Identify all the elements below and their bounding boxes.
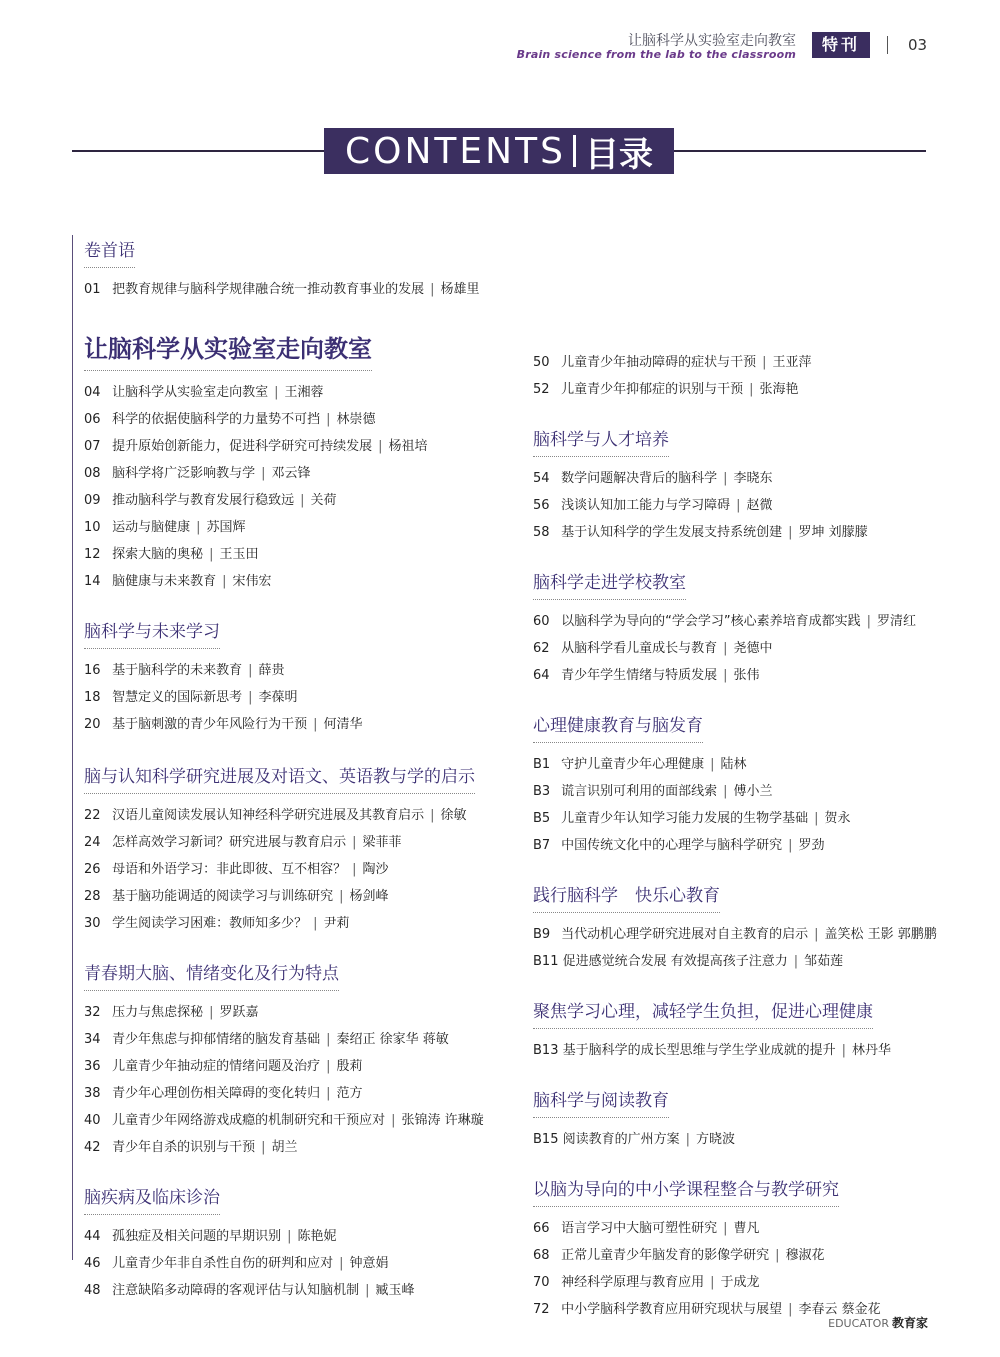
- toc-entry[interactable]: [533, 519, 963, 546]
- toc-entry-separator: |: [710, 1275, 715, 1290]
- toc-entry-title: 压力与焦虑探秘: [112, 1005, 204, 1020]
- toc-entry[interactable]: [533, 1242, 963, 1269]
- toc-entry[interactable]: [533, 1126, 963, 1153]
- toc-section: [84, 329, 504, 595]
- toc-entry[interactable]: [84, 1080, 504, 1107]
- toc-entry[interactable]: [84, 711, 504, 738]
- toc-entry-author: 李葆明: [258, 690, 298, 705]
- toc-section-heading: 聚焦学习心理，减轻学生负担，促进心理健康: [533, 997, 873, 1029]
- toc-section-heading: 脑科学与人才培养: [533, 425, 669, 457]
- toc-entry[interactable]: [84, 1107, 504, 1134]
- toc-entry-page: B7: [533, 838, 551, 853]
- toc-entry-page: 36: [84, 1059, 101, 1074]
- toc-entry-separator: |: [430, 808, 435, 823]
- toc-entry-page: 10: [84, 520, 101, 535]
- toc-entry-separator: |: [723, 1221, 728, 1236]
- contents-title-en: CONTENTS: [345, 130, 566, 172]
- toc-entry-author: 罗劲: [798, 838, 825, 853]
- toc-entry[interactable]: [84, 460, 504, 487]
- toc-entry-author: 臧玉峰: [375, 1283, 415, 1298]
- toc-entry[interactable]: [84, 1223, 504, 1250]
- contents-title-box: [324, 128, 674, 174]
- toc-entry-separator: |: [261, 466, 266, 481]
- toc-entry-author: 林丹华: [852, 1043, 892, 1058]
- toc-entry-page: 18: [84, 690, 101, 705]
- toc-entry-author: 李春云 蔡金花: [798, 1302, 881, 1317]
- toc-entry-separator: |: [339, 889, 344, 904]
- toc-entry-title: 让脑科学从实验室走向教室: [112, 385, 269, 400]
- toc-entry-title: 神经科学原理与教育应用: [561, 1275, 705, 1290]
- toc-entry-author: 杨雄里: [440, 282, 480, 297]
- footer-brand-en: EDUCATOR: [828, 1317, 889, 1330]
- toc-entry-author: 陶沙: [362, 862, 389, 877]
- toc-entry[interactable]: [84, 1053, 504, 1080]
- toc-entry-page: 26: [84, 862, 101, 877]
- toc-entry-author: 赵微: [746, 498, 773, 513]
- toc-entry-author: 林崇德: [336, 412, 376, 427]
- toc-entry-title: 儿童青少年抽动障碍的症状与干预: [561, 355, 757, 370]
- toc-entry-page: 60: [533, 614, 550, 629]
- footer-brand: [828, 1314, 928, 1331]
- toc-entry-author: 穆淑花: [785, 1248, 825, 1263]
- toc-entry-page: 07: [84, 439, 101, 454]
- toc-entry-separator: |: [749, 382, 754, 397]
- toc-entry-page: B9: [533, 927, 551, 942]
- toc-entry-separator: |: [788, 1302, 793, 1317]
- toc-entry-page: 68: [533, 1248, 550, 1263]
- toc-entry[interactable]: [533, 662, 963, 689]
- toc-entry-title: 儿童青少年抑郁症的识别与干预: [561, 382, 744, 397]
- toc-entry-author: 贺永: [824, 811, 851, 826]
- toc-entry-separator: |: [209, 547, 214, 562]
- toc-entry-title: 从脑科学看儿童成长与教育: [561, 641, 718, 656]
- toc-entry-author: 宋伟宏: [232, 574, 272, 589]
- toc-entry-page: 40: [84, 1113, 101, 1128]
- toc-entry-author: 杨祖培: [388, 439, 428, 454]
- toc-entry-page: 62: [533, 641, 550, 656]
- toc-section-heading: 脑科学与阅读教育: [533, 1086, 669, 1118]
- toc-entry[interactable]: [84, 568, 504, 595]
- toc-entry[interactable]: [533, 805, 963, 832]
- toc-entry-title: 青少年心理创伤相关障碍的变化转归: [112, 1086, 321, 1101]
- toc-entry-page: 24: [84, 835, 101, 850]
- toc-right-column: [533, 349, 963, 1323]
- toc-entry-author: 罗坤 刘朦朦: [798, 525, 868, 540]
- toc-entry-separator: |: [339, 1256, 344, 1271]
- toc-entry-title: 青少年焦虑与抑郁情绪的脑发育基础: [112, 1032, 321, 1047]
- toc-entry-author: 秦绍正 徐家华 蒋敏: [336, 1032, 449, 1047]
- toc-entry-page: 64: [533, 668, 550, 683]
- toc-entry[interactable]: [84, 379, 504, 406]
- toc-entry-separator: |: [313, 916, 318, 931]
- toc-entry-author: 何清华: [323, 717, 363, 732]
- toc-entry-separator: |: [222, 574, 227, 589]
- toc-entry-page: 52: [533, 382, 550, 397]
- toc-entry-separator: |: [430, 282, 435, 297]
- toc-entry-title: 基于脑科学的成长型思维与学生学业成就的提升: [562, 1043, 836, 1058]
- toc-entry[interactable]: [84, 856, 504, 883]
- toc-entry-title: 注意缺陷多动障碍的客观评估与认知脑机制: [112, 1283, 360, 1298]
- toc-entry-title: 数学问题解决背后的脑科学: [561, 471, 718, 486]
- toc-entry-separator: |: [326, 412, 331, 427]
- toc-entry-page: 56: [533, 498, 550, 513]
- footer-brand-cn: 教育家: [891, 1316, 928, 1330]
- toc-entry-title: 青少年自杀的识别与干预: [112, 1140, 256, 1155]
- toc-entry-page: 12: [84, 547, 101, 562]
- toc-section: [533, 711, 963, 859]
- toc-entry-author: 罗清红: [877, 614, 917, 629]
- toc-entry-page: B13: [533, 1043, 559, 1058]
- toc-entry-title: 孤独症及相关问题的早期识别: [112, 1229, 282, 1244]
- toc-entry-title: 浅谈认知加工能力与学习障碍: [561, 498, 731, 513]
- toc-entry[interactable]: [533, 778, 963, 805]
- toc-entry-separator: |: [326, 1086, 331, 1101]
- toc-section-heading: 以脑为导向的中小学课程整合与教学研究: [533, 1175, 839, 1207]
- toc-entry-separator: |: [378, 439, 383, 454]
- running-title-en: Brain science from the lab to the classroom: [516, 48, 796, 61]
- toc-entry-author: 关荷: [310, 493, 337, 508]
- toc-entry-page: 44: [84, 1229, 101, 1244]
- toc-section-heading: 脑科学走进学校教室: [533, 568, 686, 600]
- toc-entry-title: 基于脑科学的未来教育: [112, 663, 243, 678]
- toc-entry-page: B3: [533, 784, 551, 799]
- toc-entry-title: 基于脑功能调适的阅读学习与训练研究: [112, 889, 334, 904]
- toc-entry-author: 曹凡: [733, 1221, 760, 1236]
- toc-entry-title: 脑科学将广泛影响教与学: [112, 466, 256, 481]
- toc-entry-separator: |: [261, 1140, 266, 1155]
- toc-entry-author: 张伟: [733, 668, 760, 683]
- toc-entry-title: 中国传统文化中的心理学与脑科学研究: [561, 838, 783, 853]
- toc-entry-page: 01: [84, 282, 101, 297]
- toc-entry-author: 殷莉: [336, 1059, 363, 1074]
- special-issue-badge: 特刊: [812, 32, 870, 58]
- toc-section-heading: 卷首语: [84, 236, 135, 268]
- toc-entry[interactable]: [533, 465, 963, 492]
- toc-entry[interactable]: [533, 1215, 963, 1242]
- toc-entry[interactable]: [84, 276, 504, 303]
- toc-entry-title: 当代动机心理学研究进展对自主教育的启示: [561, 927, 809, 942]
- toc-entry-separator: |: [866, 614, 872, 629]
- toc-entry[interactable]: [533, 921, 963, 948]
- toc-entry-author: 傅小兰: [733, 784, 773, 799]
- toc-entry-title: 基于认知科学的学生发展支持系统创建: [561, 525, 783, 540]
- toc-section: [84, 959, 504, 1161]
- toc-entry-page: 48: [84, 1283, 101, 1298]
- toc-entry-author: 尧德中: [733, 641, 773, 656]
- toc-entry-title: 儿童青少年认知学习能力发展的生物学基础: [561, 811, 809, 826]
- toc-entry-title: 脑健康与未来教育: [112, 574, 217, 589]
- toc-entry[interactable]: [84, 802, 504, 829]
- toc-entry-separator: |: [196, 520, 201, 535]
- toc-entry-author: 徐敏: [440, 808, 467, 823]
- toc-entry-author: 薛贵: [258, 663, 285, 678]
- toc-entry-title: 青少年学生情绪与特质发展: [561, 668, 718, 683]
- toc-entry-author: 张锦涛 许琳璇: [401, 1113, 484, 1128]
- toc-entry-separator: |: [814, 811, 819, 826]
- toc-entry-page: 42: [84, 1140, 101, 1155]
- toc-section: [533, 1175, 963, 1323]
- toc-entry-page: 06: [84, 412, 101, 427]
- toc-entry-title: 把教育规律与脑科学规律融合统一推动教育事业的发展: [112, 282, 425, 297]
- toc-entry-author: 陆林: [720, 757, 747, 772]
- toc-entry[interactable]: [533, 948, 963, 975]
- toc-section: [533, 1086, 963, 1153]
- toc-section: [84, 617, 504, 738]
- left-vertical-rule: [72, 235, 73, 1260]
- toc-entry-title: 母语和外语学习：非此即彼、互不相容？: [112, 862, 347, 877]
- toc-section: [533, 425, 963, 546]
- toc-entry-author: 方晓波: [696, 1132, 736, 1147]
- toc-entry-author: 王玉田: [219, 547, 259, 562]
- toc-entry-page: 14: [84, 574, 101, 589]
- toc-entry[interactable]: [533, 376, 963, 403]
- toc-entry-page: 04: [84, 385, 101, 400]
- toc-entry-author: 邹茹莲: [804, 954, 844, 969]
- toc-entry-page: 32: [84, 1005, 101, 1020]
- toc-entry-author: 梁菲菲: [362, 835, 402, 850]
- toc-section-heading: 脑疾病及临床诊治: [84, 1183, 220, 1215]
- toc-entry-title: 正常儿童青少年脑发育的影像学研究: [561, 1248, 770, 1263]
- toc-entry-separator: |: [814, 927, 819, 942]
- contents-title-cn: 目录: [584, 134, 653, 175]
- toc-section-heading: 脑科学与未来学习: [84, 617, 220, 649]
- toc-entry-separator: |: [274, 385, 279, 400]
- toc-entry-page: 20: [84, 717, 101, 732]
- toc-entry[interactable]: [84, 883, 504, 910]
- toc-entry-separator: |: [788, 525, 793, 540]
- toc-entry[interactable]: [84, 684, 504, 711]
- toc-entry-page: 38: [84, 1086, 101, 1101]
- toc-entry-separator: |: [793, 954, 799, 969]
- toc-entry-separator: |: [710, 757, 715, 772]
- toc-entry-separator: |: [352, 862, 357, 877]
- toc-entry-page: B11: [533, 954, 559, 969]
- toc-entry-separator: |: [685, 1132, 691, 1147]
- toc-entry-page: 70: [533, 1275, 550, 1290]
- toc-entry-author: 尹莉: [323, 916, 350, 931]
- toc-entry[interactable]: [84, 1277, 504, 1304]
- toc-entry-page: 50: [533, 355, 550, 370]
- toc-entry-page: B15: [533, 1132, 559, 1147]
- toc-entry[interactable]: [533, 608, 963, 635]
- toc-entry-title: 运动与脑健康: [112, 520, 191, 535]
- toc-entry[interactable]: [84, 514, 504, 541]
- toc-entry-page: 58: [533, 525, 550, 540]
- toc-entry[interactable]: [533, 1269, 963, 1296]
- toc-entry-author: 罗跃嘉: [219, 1005, 259, 1020]
- running-title-cn: 让脑科学从实验室走向教室: [628, 33, 796, 49]
- toc-section-heading: 青春期大脑、情绪变化及行为特点: [84, 959, 339, 991]
- toc-entry-author: 张海艳: [759, 382, 799, 397]
- toc-entry-title: 以脑科学为导向的“学会学习”核心素养培育成都实践: [561, 614, 861, 629]
- toc-section-heading: 让脑科学从实验室走向教室: [84, 329, 372, 371]
- toc-entry-separator: |: [723, 641, 728, 656]
- toc-entry[interactable]: [84, 999, 504, 1026]
- toc-entry-title: 推动脑科学与教育发展行稳致远: [112, 493, 295, 508]
- toc-entry-separator: |: [775, 1248, 780, 1263]
- toc-entry-page: 16: [84, 663, 101, 678]
- toc-entry-separator: |: [762, 355, 767, 370]
- toc-entry-title: 基于脑刺激的青少年风险行为干预: [112, 717, 308, 732]
- toc-left-column: [84, 236, 504, 1304]
- toc-entry-separator: |: [313, 717, 318, 732]
- toc-entry-page: 66: [533, 1221, 550, 1236]
- toc-section-heading: 心理健康教育与脑发育: [533, 711, 703, 743]
- toc-entry-title: 儿童青少年非自杀性自伤的研判和应对: [112, 1256, 334, 1271]
- header-divider: [887, 36, 888, 54]
- toc-entry-separator: |: [300, 493, 305, 508]
- toc-entry-page: B5: [533, 811, 551, 826]
- toc-entry-separator: |: [326, 1059, 331, 1074]
- toc-entry-author: 邓云锋: [271, 466, 311, 481]
- toc-entry-page: 72: [533, 1302, 550, 1317]
- toc-entry-page: 08: [84, 466, 101, 481]
- toc-entry[interactable]: [533, 751, 963, 778]
- toc-entry[interactable]: [533, 635, 963, 662]
- toc-entry-separator: |: [841, 1043, 847, 1058]
- toc-entry[interactable]: [84, 1026, 504, 1053]
- toc-section: [533, 349, 963, 403]
- contents-title-bar: [573, 135, 576, 167]
- page-number: 03: [908, 36, 928, 54]
- toc-entry-page: 28: [84, 889, 101, 904]
- toc-entry-separator: |: [248, 663, 253, 678]
- toc-entry-author: 范方: [336, 1086, 363, 1101]
- toc-section-heading: 脑与认知科学研究进展及对语文、英语教与学的启示: [84, 762, 475, 794]
- toc-entry[interactable]: [84, 433, 504, 460]
- toc-entry-page: B1: [533, 757, 551, 772]
- toc-entry-author: 于成龙: [720, 1275, 760, 1290]
- toc-entry[interactable]: [84, 1250, 504, 1277]
- toc-entry-page: 09: [84, 493, 101, 508]
- toc-entry-page: 22: [84, 808, 101, 823]
- toc-entry-separator: |: [209, 1005, 214, 1020]
- toc-entry-author: 杨剑峰: [349, 889, 389, 904]
- toc-entry-separator: |: [788, 838, 793, 853]
- toc-entry-page: 54: [533, 471, 550, 486]
- toc-entry-page: 30: [84, 916, 101, 931]
- toc-entry-author: 王湘蓉: [284, 385, 324, 400]
- toc-entry-author: 苏国辉: [206, 520, 246, 535]
- toc-entry-title: 儿童青少年网络游戏成瘾的机制研究和干预应对: [112, 1113, 386, 1128]
- toc-entry[interactable]: [84, 406, 504, 433]
- toc-entry-separator: |: [723, 471, 728, 486]
- toc-entry-title: 儿童青少年抽动症的情绪问题及治疗: [112, 1059, 321, 1074]
- toc-section: [84, 1183, 504, 1304]
- toc-section-heading: 践行脑科学 快乐心教育: [533, 881, 720, 913]
- toc-entry-title: 提升原始创新能力，促进科学研究可持续发展: [112, 439, 373, 454]
- toc-entry-author: 盖笑松 王影 郭鹏鹏: [824, 927, 937, 942]
- toc-entry-separator: |: [723, 784, 728, 799]
- toc-entry[interactable]: [84, 541, 504, 568]
- toc-entry-author: 王亚萍: [772, 355, 812, 370]
- toc-entry-author: 李晓东: [733, 471, 773, 486]
- toc-section: [84, 762, 504, 937]
- toc-entry-separator: |: [736, 498, 741, 513]
- toc-entry-separator: |: [326, 1032, 331, 1047]
- toc-entry-title: 怎样高效学习新词？研究进展与教育启示: [112, 835, 347, 850]
- toc-section: [533, 881, 963, 975]
- toc-entry[interactable]: [84, 910, 504, 937]
- toc-entry-author: 胡兰: [271, 1140, 298, 1155]
- toc-entry-separator: |: [352, 835, 357, 850]
- toc-section: [84, 236, 504, 303]
- toc-entry[interactable]: [84, 487, 504, 514]
- toc-entry-page: 34: [84, 1032, 101, 1047]
- toc-entry-separator: |: [248, 690, 253, 705]
- toc-entry[interactable]: [533, 349, 963, 376]
- toc-entry[interactable]: [533, 492, 963, 519]
- toc-entry-title: 促进感觉统合发展 有效提高孩子注意力: [562, 954, 788, 969]
- toc-entry-title: 谎言识别可利用的面部线索: [561, 784, 718, 799]
- toc-entry-title: 汉语儿童阅读发展认知神经科学研究进展及其教育启示: [112, 808, 425, 823]
- toc-entry-title: 守护儿童青少年心理健康: [561, 757, 705, 772]
- toc-entry[interactable]: [84, 829, 504, 856]
- toc-entry[interactable]: [533, 832, 963, 859]
- toc-entry-title: 科学的依据使脑科学的力量势不可挡: [112, 412, 321, 427]
- toc-entry-title: 语言学习中大脑可塑性研究: [561, 1221, 718, 1236]
- toc-entry-title: 学生阅读学习困难：教师知多少？: [112, 916, 308, 931]
- toc-section: [533, 997, 963, 1064]
- toc-entry-separator: |: [365, 1283, 370, 1298]
- toc-entry-title: 探索大脑的奥秘: [112, 547, 204, 562]
- toc-entry-title: 智慧定义的国际新思考: [112, 690, 243, 705]
- toc-entry[interactable]: [533, 1037, 963, 1064]
- toc-entry-title: 阅读教育的广州方案: [562, 1132, 680, 1147]
- toc-entry-separator: |: [391, 1113, 396, 1128]
- toc-entry[interactable]: [84, 1134, 504, 1161]
- toc-entry-separator: |: [287, 1229, 292, 1244]
- toc-entry[interactable]: [84, 657, 504, 684]
- toc-entry-author: 陈艳妮: [297, 1229, 337, 1244]
- toc-section: [533, 568, 963, 689]
- toc-entry-page: 46: [84, 1256, 101, 1271]
- toc-entry-author: 钟意娟: [349, 1256, 389, 1271]
- toc-entry-title: 中小学脑科学教育应用研究现状与展望: [561, 1302, 783, 1317]
- toc-entry-separator: |: [723, 668, 728, 683]
